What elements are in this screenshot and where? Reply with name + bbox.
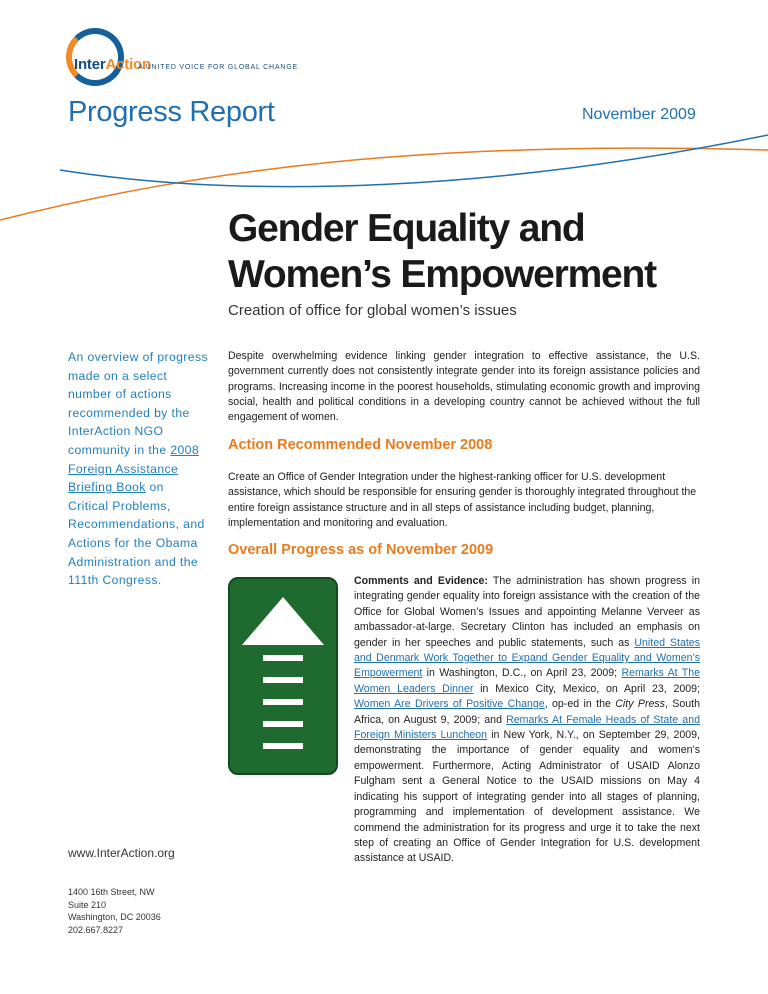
link-women-leaders-dinner[interactable]: Remarks At The Women Leaders Dinner: [354, 667, 700, 695]
arrow-dash: [263, 655, 303, 661]
address-line1: 1400 16th Street, NW: [68, 887, 155, 897]
evidence-text: in New York, N.Y., on September 29, 2009, demonstrating the importance of gender equality and women’s empowerment. Furthermore, Acting Administrator of USAID Alonzo Fulgham sent a General Notice to the USAID missions on May 4 indicating his support of integrating gender into all stages of planning, programming and implementation of development assistance. We commend the administration for its progress and urge it to take the next step of creating an Office of Gender Integration for U.S. development assistance at USAID.: [354, 729, 700, 865]
logo-text-action: Action: [105, 56, 151, 73]
evidence-text: , op-ed in the: [544, 698, 616, 711]
report-title: Progress Report: [68, 96, 275, 128]
evidence-paragraph: [354, 574, 700, 867]
evidence-text: , South Africa, on August 9, 2009; and: [354, 698, 700, 726]
link-female-heads-luncheon[interactable]: Remarks At Female Heads of State and Foreign Ministers Luncheon: [354, 713, 700, 742]
article-subtitle: Creation of office for global women’s issues: [228, 302, 517, 319]
evidence-text: in Washington, D.C., on April 23, 2009;: [422, 667, 622, 680]
action-paragraph: Create an Office of Gender Integration under the highest-ranking officer for U.S. development assistance, which should be responsible for ensuring gender is thoroughly integrated throughout the entire foreign assistance structure and in all steps of assistance including budget, planning, implementation and monitoring and evaluation.: [228, 471, 697, 529]
blue-swoosh-line: [60, 135, 768, 187]
progress-heading: Overall Progress as of November 2009: [228, 542, 494, 558]
sidebar-overview: [68, 348, 208, 590]
address-block: [68, 886, 161, 936]
address-line3: Washington, DC 20036: [68, 912, 161, 922]
article-title-line2: Women’s Empowerment: [228, 253, 656, 296]
arrow-dash: [263, 699, 303, 705]
logo-tagline: A UNITED VOICE FOR GLOBAL CHANGE: [138, 64, 298, 71]
sidebar-text-part1: An overview of progress made on a select number of actions recommended by the InterAction NGO community in the: [68, 350, 208, 457]
arrow-dash: [263, 677, 303, 683]
arrow-dash: [263, 743, 303, 749]
action-heading: Action Recommended November 2008: [228, 437, 493, 453]
interaction-logo: [66, 28, 326, 88]
sidebar-text-part2: on Critical Problems, Recommendations, and Actions for the Obama Administration and the 111th Congress.: [68, 480, 205, 588]
article-title-line1: Gender Equality and: [228, 207, 585, 250]
arrow-dash: [263, 721, 303, 727]
address-line2: Suite 210: [68, 899, 107, 910]
evidence-text: in Mexico City, Mexico, on April 23, 2009;: [473, 682, 700, 695]
briefing-book-link[interactable]: 2008 Foreign Assistance Briefing Book: [68, 442, 200, 495]
article-title: [228, 206, 748, 298]
report-date: November 2009: [582, 106, 696, 123]
link-us-denmark[interactable]: United States and Denmark Work Together to Expand Gender Equality and Women’s Empowerment: [354, 636, 700, 680]
phone-number: 202.667.8227: [68, 924, 124, 935]
logo-text-inter: Inter: [74, 56, 106, 73]
evidence-label: Comments and Evidence:: [354, 575, 488, 587]
publication-name: City Press: [615, 698, 665, 711]
link-drivers-of-change[interactable]: Women Are Drivers of Positive Change: [354, 698, 545, 711]
evidence-text: The administration has shown progress in integrating gender equality into foreign assistance with the creation of the Office for Global Women’s Issues and appointing Melanne Verveer as ambassador-at-large. Secretary Clinton has included an emphasis on gender in her speeches and public statements, such as: [354, 575, 700, 649]
progress-up-arrow-icon: [228, 577, 338, 775]
intro-paragraph: Despite overwhelming evidence linking gender integration to effective assistance, the U.S. government currently does not consistently integrate gender into its foreign assistance policies and programs. Increasing income in the poorest households, stimulating economic growth and improving social, health and political conditions in a developing country cannot be achieved without the full engagement of women.: [228, 350, 700, 424]
website-url: www.InterAction.org: [68, 846, 175, 860]
